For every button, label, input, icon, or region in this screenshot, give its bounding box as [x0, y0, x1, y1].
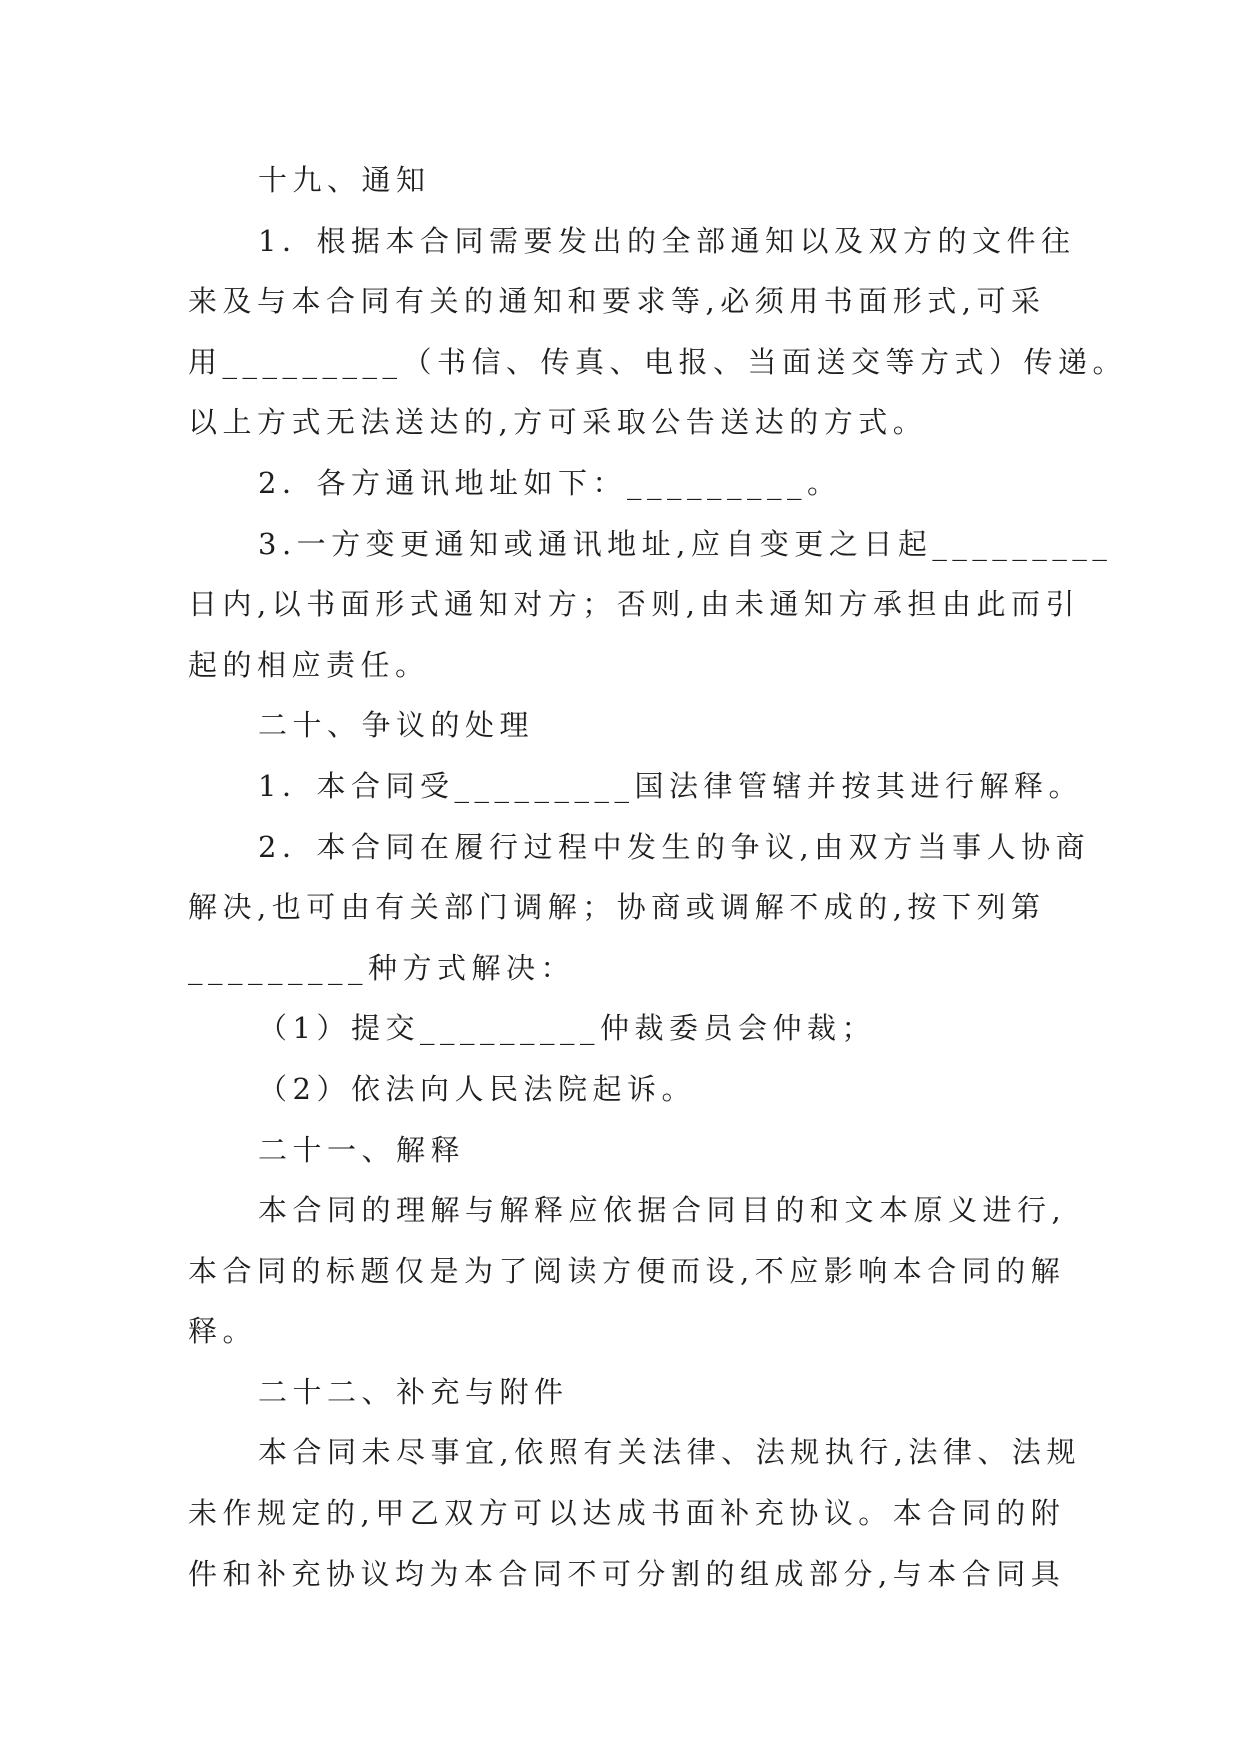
text-line: 未作规定的,甲乙双方可以达成书面补充协议。本合同的附 [188, 1496, 1066, 1531]
text-line: 日内,以书面形式通知对方；否则,由未通知方承担由此而引 [188, 587, 1080, 622]
text-line: 2．各方通讯地址如下：_________。 [258, 465, 842, 500]
text-line: （1）提交_________仲裁委员会仲裁； [258, 1011, 876, 1046]
text-line: _________种方式解决： [188, 950, 576, 985]
text-line: 来及与本合同有关的通知和要求等,必须用书面形式,可采 [188, 284, 1046, 319]
text-line: 二十一、解释 [258, 1132, 466, 1167]
text-line: （2）依法向人民法院起诉。 [258, 1071, 696, 1106]
text-line: 本合同的理解与解释应依据合同目的和文本原义进行, [258, 1193, 1067, 1228]
text-line: 解决,也可由有关部门调解；协商或调解不成的,按下列第 [188, 890, 1046, 925]
text-line: 十九、通知 [258, 163, 431, 197]
text-line: 1．本合同受_________国法律管辖并按其进行解释。 [258, 768, 1083, 803]
text-line: 二十二、补充与附件 [258, 1374, 569, 1409]
text-line: 件和补充协议均为本合同不可分割的组成部分,与本合同具 [188, 1556, 1066, 1591]
text-line: 以上方式无法送达的,方可采取公告送达的方式。 [188, 405, 928, 440]
text-line: 起的相应责任。 [188, 647, 430, 682]
text-line: 释。 [188, 1314, 258, 1349]
text-line: 本合同未尽事宜,依照有关法律、法规执行,法律、法规 [258, 1435, 1081, 1470]
text-line: 本合同的标题仅是为了阅读方便而设,不应影响本合同的解 [188, 1253, 1066, 1288]
text-line: 3.一方变更通知或通讯地址,应自变更之日起_________ [258, 526, 1113, 561]
document-body [188, 150, 1128, 1604]
text-line: 2．本合同在履行过程中发生的争议,由双方当事人协商 [258, 829, 1091, 864]
text-line: 用_________（书信、传真、电报、当面送交等方式）传递。 [188, 344, 1128, 379]
text-line: 1．根据本合同需要发出的全部通知以及双方的文件往 [258, 223, 1076, 258]
text-line: 二十、争议的处理 [258, 708, 535, 743]
